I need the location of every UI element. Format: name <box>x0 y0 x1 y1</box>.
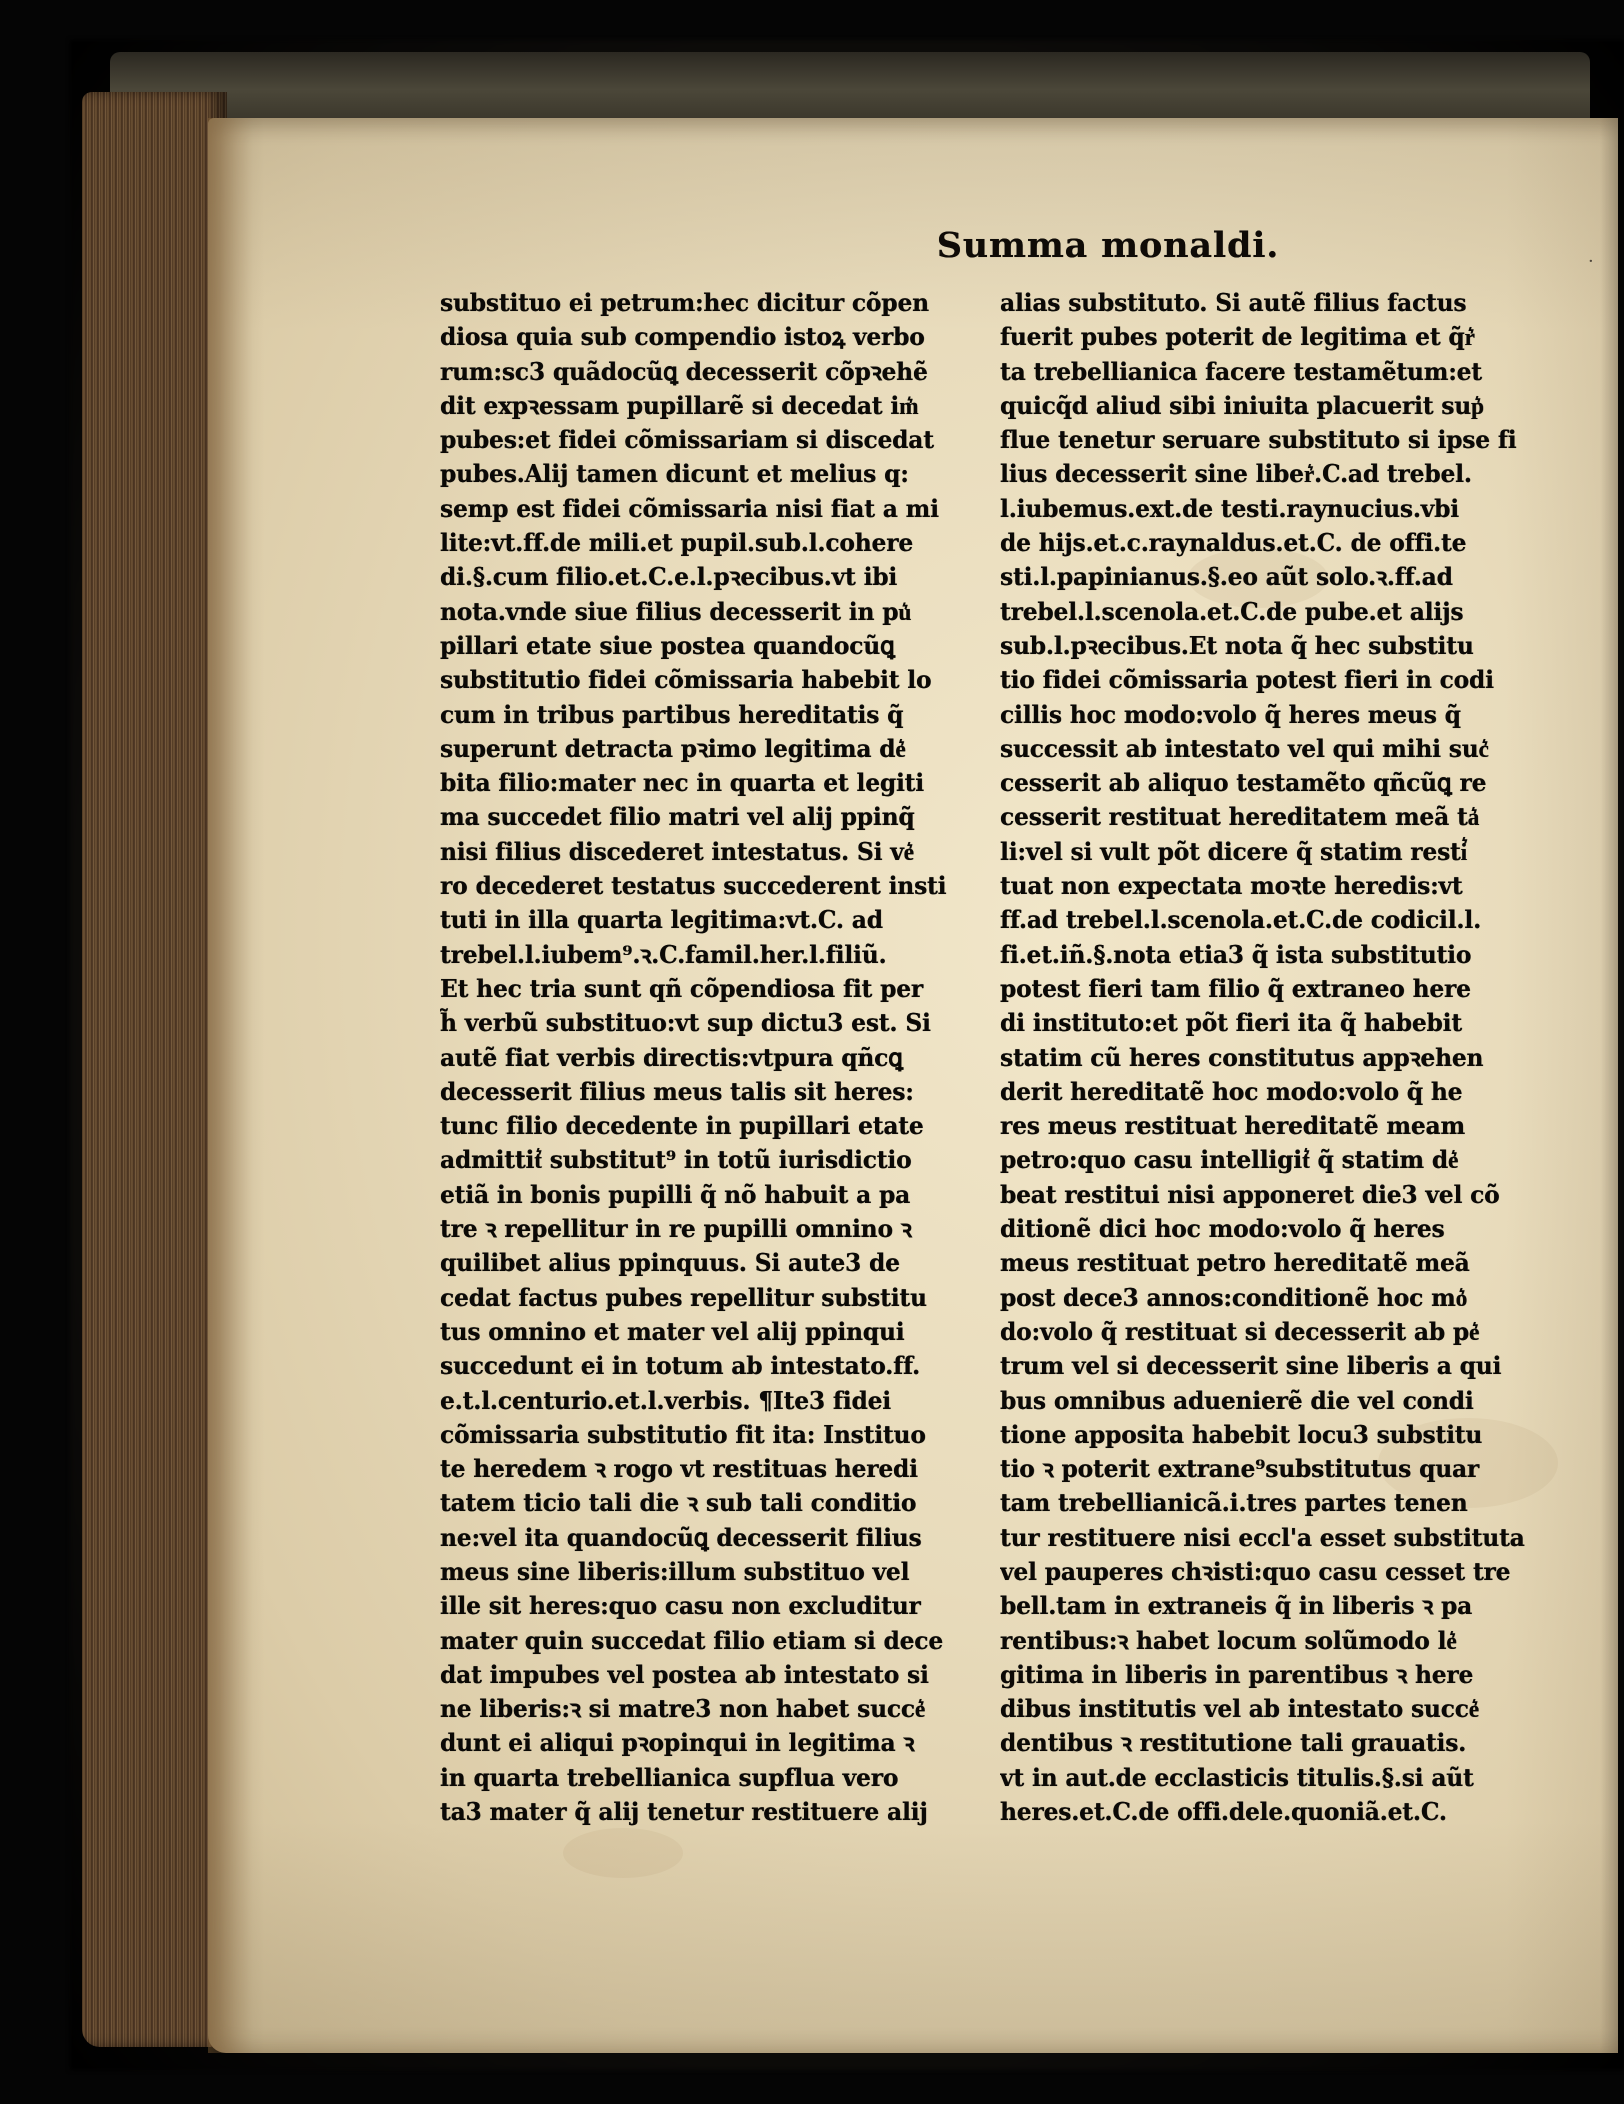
text-line: quicq̃d aliud sibi iniuita placuerit sup͛ <box>1000 390 1484 420</box>
text-line: heres.et.C.de offi.dele.quoniã.et.C. <box>1000 1797 1447 1827</box>
text-line: derit hereditatẽ hoc modo:volo q̃ he <box>1000 1076 1463 1106</box>
text-line: ne liberis:ꝛ si matre3 non habet succe͛ <box>440 1694 926 1724</box>
text-line: tre ꝛ repellitur in re pupilli omnino ꝛ <box>440 1214 912 1244</box>
text-line: fi.et.iñ.§.nota etia3 q̃ ista substitutio <box>1000 939 1472 969</box>
text-line: alias substituto. Si autẽ filius factus <box>1000 288 1467 317</box>
text-line: bell.tam in extraneis q̃ in liberis ꝛ pa <box>1000 1591 1473 1621</box>
text-line: substitutio fidei cõmissaria habebit lo <box>440 665 932 695</box>
text-line: tam trebellianicã.i.tres partes tenen <box>1000 1488 1468 1518</box>
right-text-column <box>1000 286 1552 1829</box>
text-line: trum vel si decesserit sine liberis a qui <box>1000 1351 1502 1381</box>
text-line: cum in tribus partibus hereditatis q̃ <box>440 699 904 729</box>
text-line: flue tenetur seruare substituto si ipse fi <box>1000 425 1517 455</box>
text-line: rum:sc3 quãdocũꝗ decesserit cõpꝛehẽ <box>440 356 928 386</box>
text-line: post dece3 annos:conditionẽ hoc mo͛ <box>1000 1282 1468 1312</box>
book-page-edges <box>82 92 227 2047</box>
text-line: tus omnino et mater vel alij ppinqui <box>440 1316 905 1346</box>
text-line: sti.l.papinianus.§.eo aũt solo.ꝛ.ff.ad <box>1000 562 1453 592</box>
text-line: tio fidei cõmissaria potest fieri in codi <box>1000 665 1494 695</box>
text-line: beat restitui nisi apponeret die3 vel cõ <box>1000 1179 1500 1209</box>
page-right-shadow <box>1600 118 1618 2053</box>
text-line: tio ꝛ poterit extrane⁹substitutus quar <box>1000 1454 1480 1484</box>
text-line: pubes:et fidei cõmissariam si discedat <box>440 425 934 455</box>
text-line: meus restituat petro hereditatẽ meã <box>1000 1248 1470 1278</box>
text-line: gitima in liberis in parentibus ꝛ here <box>1000 1659 1474 1689</box>
text-line: cõmissaria substitutio fit ita: Instituo <box>440 1419 926 1449</box>
text-line: statim cũ heres constitutus appꝛehen <box>1000 1042 1484 1072</box>
text-line: dentibus ꝛ restitutione tali grauatis. <box>1000 1728 1467 1758</box>
text-line: superunt detracta pꝛimo legitima de͛ <box>440 733 906 763</box>
text-line: successit ab intestato vel qui mihi suc͛ <box>1000 733 1489 763</box>
text-line: bita filio:mater nec in quarta et legiti <box>440 768 924 798</box>
text-line: pubes.Alij tamen dicunt et melius q: <box>440 459 909 489</box>
text-line: trebel.l.scenola.et.C.de pube.et alijs <box>1000 596 1464 626</box>
paper-stain <box>563 1828 683 1878</box>
text-line: ro decederet testatus succederent insti <box>440 871 947 901</box>
text-line: diosa quia sub compendio istoꝝ verbo <box>440 322 925 352</box>
left-text-column <box>440 286 990 1829</box>
text-line: tuti in illa quarta legitima:vt.C. ad <box>440 905 883 935</box>
text-line: ille sit heres:quo casu non excluditur <box>440 1591 921 1621</box>
text-line: etiã in bonis pupilli q̃ nõ habuit a pa <box>440 1179 911 1209</box>
text-line: bus omnibus aduenierẽ die vel condi <box>1000 1385 1474 1415</box>
text-line: l.iubemus.ext.de testi.raynucius.vbi <box>1000 493 1459 523</box>
text-line: tuat non expectata moꝛte heredis:vt <box>1000 871 1463 901</box>
text-line: ma succedet filio matri vel alij ppinq̃ <box>440 802 915 832</box>
text-line: ta3 mater q̃ alij tenetur restituere alij <box>440 1797 928 1827</box>
text-line: nisi filius discederet intestatus. Si ve͛ <box>440 836 914 866</box>
text-line: rentibus:ꝛ habet locum solũmodo le͛ <box>1000 1625 1457 1655</box>
text-line: sub.l.pꝛecibus.Et nota q̃ hec substitu <box>1000 630 1474 660</box>
text-line: do:volo q̃ restituat si decesserit ab pe͛ <box>1000 1316 1480 1346</box>
text-line: lite:vt.ff.de mili.et pupil.sub.l.cohere <box>440 528 914 558</box>
text-line: li:vel si vult põt dicere q̃ statim resti͛ <box>1000 836 1467 866</box>
text-line: tione apposita habebit locu3 substitu <box>1000 1419 1483 1449</box>
text-line: tatem ticio tali die ꝛ sub tali conditio <box>440 1488 917 1518</box>
text-line: Et hec tria sunt qñ cõpendiosa fit per <box>440 973 923 1003</box>
text-line: mater quin succedat filio etiam si dece <box>440 1625 944 1655</box>
text-line: di.§.cum filio.et.C.e.l.pꝛecibus.vt ibi <box>440 562 898 592</box>
text-line: ff.ad trebel.l.scenola.et.C.de codicil.l. <box>1000 905 1482 935</box>
text-line: lius decesserit sine liber͛.C.ad trebel. <box>1000 459 1472 489</box>
text-line: tur restituere nisi eccl'a esset substituta <box>1000 1522 1525 1552</box>
text-line: di instituto:et põt fieri ita q̃ habebit <box>1000 1008 1462 1038</box>
text-line: admittit͛ substitut⁹ in totũ iurisdictio <box>440 1145 912 1175</box>
text-line: cesserit ab aliquo testamẽto qñcũꝗ re <box>1000 768 1487 798</box>
text-line: dibus institutis vel ab intestato succe͛ <box>1000 1694 1479 1724</box>
text-line: meus sine liberis:illum substituo vel <box>440 1556 910 1586</box>
text-line: fuerit pubes poterit de legitima et q̃r͛ <box>1000 322 1475 352</box>
page-fold-shadow <box>208 118 253 2053</box>
text-line: e.t.l.centurio.et.l.verbis. ¶Ite3 fidei <box>440 1385 892 1415</box>
text-line: de hijs.et.c.raynaldus.et.C. de offi.te <box>1000 528 1467 558</box>
text-line: cedat factus pubes repellitur substitu <box>440 1282 927 1312</box>
printed-book-page <box>208 118 1618 2053</box>
text-line: cesserit restituat hereditatem meã ta͛ <box>1000 802 1480 832</box>
text-line: te heredem ꝛ rogo vt restituas heredi <box>440 1454 918 1484</box>
text-line: succedunt ei in totum ab intestato.ff. <box>440 1351 921 1381</box>
text-line: quilibet alius ppinquus. Si aute3 de <box>440 1248 900 1278</box>
text-line: vt in aut.de ecclasticis titulis.§.si aũt <box>1000 1762 1474 1792</box>
text-line: cillis hoc modo:volo q̃ heres meus q̃ <box>1000 699 1461 729</box>
text-line: potest fieri tam filio q̃ extraneo here <box>1000 973 1471 1003</box>
text-line: ditionẽ dici hoc modo:volo q̃ heres <box>1000 1214 1445 1244</box>
text-line: ne:vel ita quandocũꝗ decesserit filius <box>440 1522 922 1552</box>
text-line: trebel.l.iubem⁹.ꝛ.C.famil.her.l.filiũ. <box>440 939 887 969</box>
text-line: petro:quo casu intelligit͛ q̃ statim de͛ <box>1000 1145 1459 1175</box>
text-line: dit expꝛessam pupillarẽ si decedat im͛ <box>440 390 919 420</box>
text-line: dat impubes vel postea ab intestato si <box>440 1659 929 1689</box>
text-line: res meus restituat hereditatẽ meam <box>1000 1111 1465 1141</box>
text-line: tunc filio decedente in pupillari etate <box>440 1111 924 1141</box>
text-line: pillari etate siue postea quandocũꝗ <box>440 630 895 660</box>
text-line: in quarta trebellianica supflua vero <box>440 1762 899 1792</box>
text-line: vel pauperes chꝛisti:quo casu cesset tre <box>1000 1556 1511 1586</box>
text-line: semp est fidei cõmissaria nisi fiat a mi <box>440 493 939 523</box>
header-mark: · <box>1588 251 1594 272</box>
text-line: substituo ei petrum:hec dicitur cõpen <box>440 288 929 317</box>
text-line: nota.vnde siue filius decesserit in pu͛ <box>440 596 912 626</box>
text-line: h̃ verbũ substituo:vt sup dictu3 est. Si <box>440 1008 931 1038</box>
text-line: autẽ fiat verbis directis:vtpura qñcꝗ <box>440 1042 903 1072</box>
text-line: decesserit filius meus talis sit heres: <box>440 1076 914 1106</box>
text-line: ta trebellianica facere testamẽtum:et <box>1000 356 1482 386</box>
text-line: dunt ei aliqui pꝛopinqui in legitima ꝛ <box>440 1728 915 1758</box>
running-header: Summa monaldi. <box>936 224 1280 266</box>
